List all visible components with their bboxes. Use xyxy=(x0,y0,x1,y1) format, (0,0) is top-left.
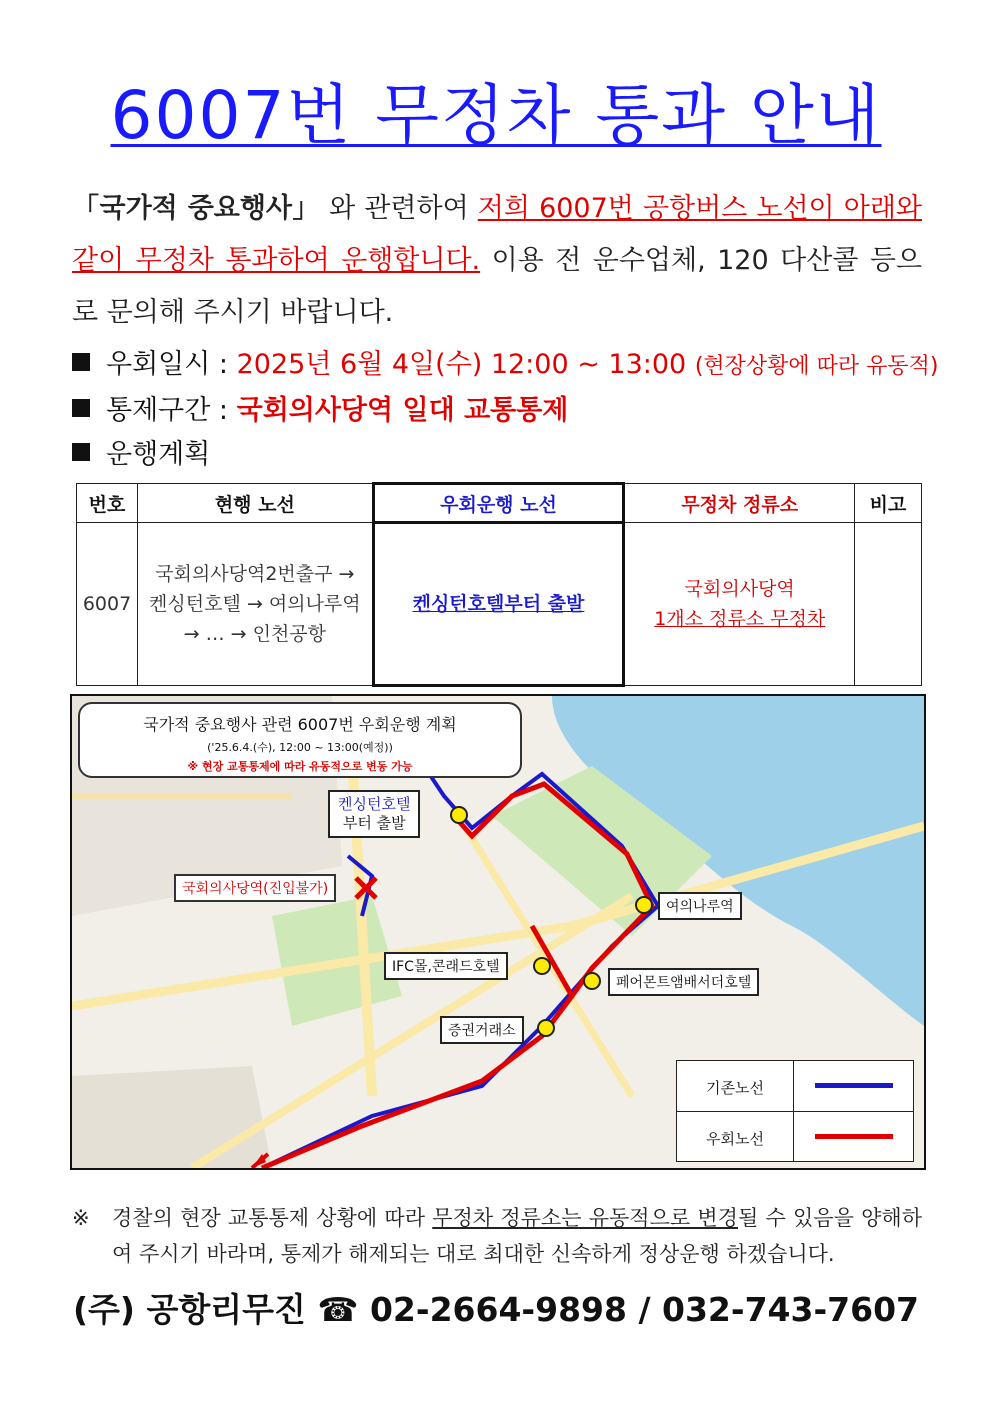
stop-label-ifc: IFC몰,콘래드호텔 xyxy=(384,952,508,980)
diagonal-road xyxy=(192,896,632,1168)
table-header-row xyxy=(77,484,922,523)
square-bullet-icon xyxy=(72,443,90,461)
map-subheading: ('25.6.4.(수), 12:00 ~ 13:00(예정)) xyxy=(207,741,393,754)
nonstop-line-2: 1개소 정류소 무정차 xyxy=(654,608,826,630)
start-point-line-1: 켄싱턴호텔 xyxy=(338,795,411,813)
header-detour-route: 우회운행 노선 xyxy=(373,484,624,523)
start-point-label xyxy=(328,790,420,838)
intro-notice-highlight: 저희 6007번 공항버스 노선이 아래와 같이 무정차 통과하여 운행합니다. xyxy=(72,193,922,276)
bullet-list xyxy=(72,343,939,477)
map-heading-box xyxy=(78,702,522,778)
square-bullet-icon xyxy=(72,399,90,417)
legend-row-original xyxy=(677,1061,913,1111)
note-text-underlined: 무정차 정류소는 유동적으로 변경 xyxy=(432,1206,738,1230)
legend-row-detour xyxy=(677,1111,913,1162)
stop-marker-kensington xyxy=(451,807,467,823)
square-bullet-icon xyxy=(72,353,90,371)
note-text-1: 경찰의 현장 교통통제 상황에 따라 xyxy=(112,1206,433,1230)
control-label: 통제구간 : xyxy=(106,395,229,426)
cell-nonstop xyxy=(624,523,855,686)
date-label: 우회일시 : xyxy=(106,349,229,380)
header-remark: 비고 xyxy=(855,484,922,523)
current-route-line-2: 켄싱턴호텔 → 여의나루역 xyxy=(149,593,361,615)
cell-remark xyxy=(855,523,922,686)
date-note: (현장상황에 따라 유동적) xyxy=(694,354,939,379)
current-route-line-1: 국회의사당역2번출구 → xyxy=(155,563,355,585)
note-body xyxy=(72,1200,922,1272)
company-contact: (주) 공항리무진 ☎ 02-2664-9898 / 032-743-7607 xyxy=(72,1290,920,1329)
note-mark: ※ xyxy=(72,1206,90,1230)
date-value: 2025년 6월 4일(수) 12:00 ~ 13:00 xyxy=(236,349,687,380)
header-nonstop: 무정차 정류소 xyxy=(624,484,855,523)
intro-text-2: 이용 전 운수업체, 120 다산콜 등으로 문의해 주시기 바랍니다. xyxy=(72,245,922,328)
intro-paragraph xyxy=(72,183,922,339)
operation-plan-table xyxy=(76,482,922,687)
cell-number: 6007 xyxy=(77,523,138,686)
detour-map xyxy=(70,694,926,1170)
bullet-plan xyxy=(72,433,939,477)
bullet-control xyxy=(72,389,939,433)
plan-label: 운행계획 xyxy=(106,439,211,470)
stop-marker-ifc xyxy=(534,958,550,974)
page-title: 6007번 무정차 통과 안내 xyxy=(110,77,882,154)
bullet-date xyxy=(72,343,939,389)
stop-marker-yeouinaru xyxy=(636,897,652,913)
note-text-2: 될 수 있음을 양해하여 주시기 바라며, 통제가 해제되는 대로 최대한 신속하게 정상운행 하겠습니다. xyxy=(112,1206,922,1266)
control-value: 국회의사당역 일대 교통통제 xyxy=(236,395,569,426)
closed-station-label: 국회의사당역(진입불가) xyxy=(174,874,336,902)
legend-label-original: 기존노선 xyxy=(706,1079,764,1097)
start-point-line-2: 부터 출발 xyxy=(342,814,406,832)
stop-marker-fairmont xyxy=(584,973,600,989)
legend-line-detour xyxy=(815,1134,893,1139)
header-number: 번호 xyxy=(77,484,138,523)
header-current-route: 현행 노선 xyxy=(137,484,373,523)
detour-route-text: 켄싱턴호텔부터 출발 xyxy=(412,593,585,615)
map-heading: 국가적 중요행사 관련 6007번 우회운행 계획 xyxy=(143,715,457,734)
stop-label-fairmont: 페어몬트앰배서더호텔 xyxy=(608,968,759,996)
nonstop-line-1: 국회의사당역 xyxy=(684,578,795,600)
table-row xyxy=(77,523,922,686)
cell-current-route xyxy=(137,523,373,686)
stop-label-yeouinaru: 여의나루역 xyxy=(658,892,742,920)
legend-line-original xyxy=(815,1083,893,1088)
footnote xyxy=(72,1200,922,1272)
stop-marker-exchange xyxy=(538,1020,554,1036)
legend-label-detour: 우회노선 xyxy=(706,1130,764,1148)
current-route-line-3: → … → 인천공항 xyxy=(183,623,327,645)
map-legend xyxy=(676,1060,914,1162)
stop-label-exchange: 증권거래소 xyxy=(440,1016,524,1044)
south-district xyxy=(72,1066,272,1168)
map-warning: ※ 현장 교통통제에 따라 유동적으로 변동 가능 xyxy=(187,760,413,773)
intro-event-name: 「국가적 중요행사」 xyxy=(72,193,321,224)
cell-detour-route xyxy=(373,523,624,686)
intro-text-1: 와 관련하여 xyxy=(320,193,478,224)
